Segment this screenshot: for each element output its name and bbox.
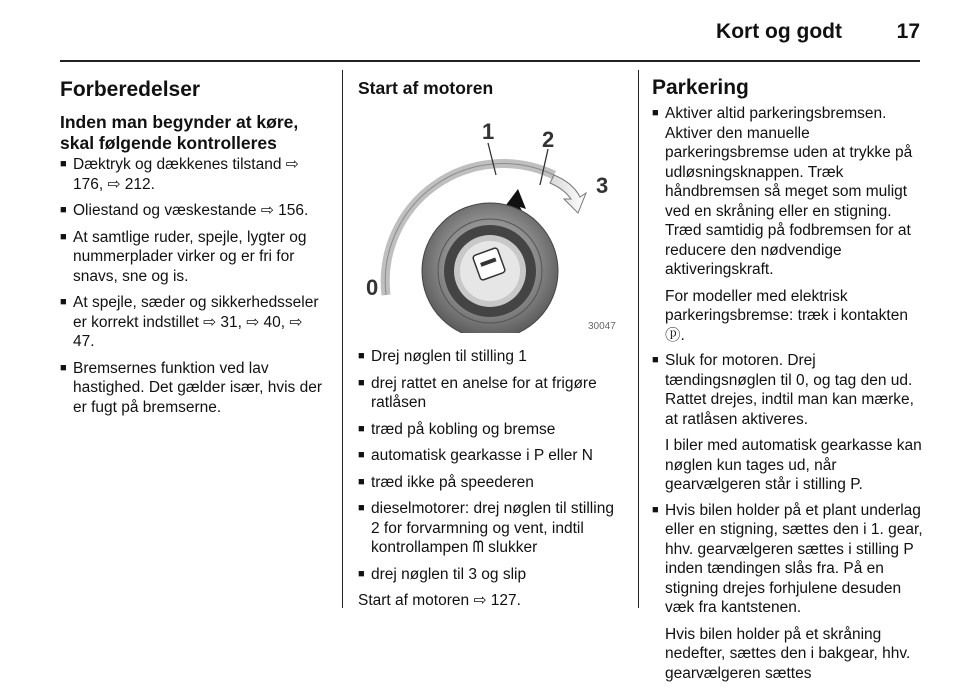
- list-item: ■ drej rattet en anelse for at frigøre ratlåsen: [358, 374, 597, 411]
- ignition-figure: [358, 113, 622, 333]
- figure-label: 1: [482, 119, 495, 144]
- bullet-icon: ■: [652, 354, 659, 366]
- bullet-icon: ■: [358, 502, 365, 514]
- paragraph: Hvis bilen holder på et skråning nedefter, sættes den i bakgear, hhv. gearvælgeren sættes: [665, 625, 911, 682]
- figure-label: 3: [596, 173, 609, 198]
- paragraph: For modeller med elektrisk parkeringsbremse: træk i kontakten ⓟ.: [665, 287, 908, 344]
- column-preparations: [60, 74, 326, 424]
- bullet-icon: ■: [358, 376, 365, 389]
- bullet-icon: ■: [358, 449, 365, 461]
- column-divider: [342, 70, 343, 608]
- list-item: ■ Aktiver altid parkeringsbremsen. Aktiver den manuelle parkeringsbremse uden at trykke på udløsningsknappen. Træk håndbremsen så meget som muligt ved en skråning eller en stigning. Træd samtidig på fodbremsen for at reducere den nødvendige aktiveringskraft.: [652, 105, 913, 278]
- cross-reference: Start af motoren ⇨ 127.: [358, 592, 521, 609]
- bullet-icon: ■: [358, 567, 365, 580]
- bullet-icon: ■: [358, 350, 365, 362]
- list-item: ■ Hvis bilen holder på et plant underlag eller en stigning, sættes den i 1. gear, hhv. gearvælgeren sættes i stilling P inden tændingen slås fra. På en stigning drejes forhjulene desuden væk fra kantstenen.: [652, 501, 923, 616]
- parking-steps: [652, 104, 924, 683]
- page-header: [0, 0, 960, 62]
- bullet-icon: ■: [358, 475, 365, 488]
- list-item: ■ træd ikke på speederen: [358, 473, 534, 491]
- bullet-icon: ■: [60, 296, 67, 308]
- column-parking: [652, 74, 924, 689]
- list-item: ■ Oliestand og væskestande ⇨ 156.: [60, 202, 309, 219]
- header-title: Kort og godt: [716, 20, 842, 43]
- list-item: ■ Drej nøglen til stilling 1: [358, 348, 527, 365]
- list-item: ■ At samtlige ruder, spejle, lygter og nummerplader virker og er fri for snavs, sne og is.: [60, 228, 307, 285]
- list-item: ■ automatisk gearkasse i P eller N: [358, 447, 593, 464]
- figure-label: 2: [542, 127, 555, 152]
- list-item: ■ Bremsernes funktion ved lav hastighed. Det gælder især, hvis der er fugt på bremserne.: [60, 359, 322, 416]
- figure-label: 0: [366, 275, 379, 300]
- column-engine-start: [358, 74, 622, 611]
- start-steps: [358, 347, 622, 584]
- bullet-icon: ■: [60, 230, 67, 243]
- list-item: ■ drej nøglen til 3 og slip: [358, 565, 527, 583]
- bullet-icon: ■: [652, 107, 659, 119]
- bullet-icon: ■: [358, 422, 365, 435]
- bullet-icon: ■: [652, 503, 659, 516]
- list-item: ■ At spejle, sæder og sikkerhedsseler er korrekt indstillet ⇨ 31, ⇨ 40, ⇨ 47.: [60, 294, 319, 350]
- figure-code: 30047: [588, 321, 616, 332]
- header-rule: [60, 60, 920, 62]
- bullet-icon: ■: [60, 204, 67, 216]
- subheading: Inden man begynder at køre, skal følgende kontrolleres: [60, 112, 299, 153]
- list-item: ■ dieselmotorer: drej nøglen til stilling 2 for forvarmning og vent, indtil kontrollampen ᗰ slukker: [358, 500, 614, 556]
- section-heading: Parkering: [652, 76, 749, 99]
- list-item: ■ træd på kobling og bremse: [358, 420, 556, 438]
- bullet-icon: ■: [60, 361, 67, 374]
- page-number: 17: [896, 20, 920, 43]
- checklist: [60, 155, 326, 417]
- section-heading: Forberedelser: [60, 78, 201, 101]
- bullet-icon: ■: [60, 158, 67, 170]
- paragraph: I biler med automatisk gearkasse kan nøglen kun tages ud, når gearvælgeren står i stilling P.: [665, 437, 922, 493]
- list-item: ■ Sluk for motoren. Drej tændingsnøglen til 0, og tag den ud. Rattet drejes, indtil man kan mærke, at ratlåsen aktiveres.: [652, 352, 914, 428]
- column-divider: [638, 70, 639, 608]
- list-item: ■ Dæktryk og dækkenes tilstand ⇨ 176, ⇨ 212.: [60, 156, 299, 193]
- arrow-icon: [550, 175, 586, 213]
- ignition-lock-illustration: [358, 113, 622, 333]
- section-heading: Start af motoren: [358, 78, 494, 98]
